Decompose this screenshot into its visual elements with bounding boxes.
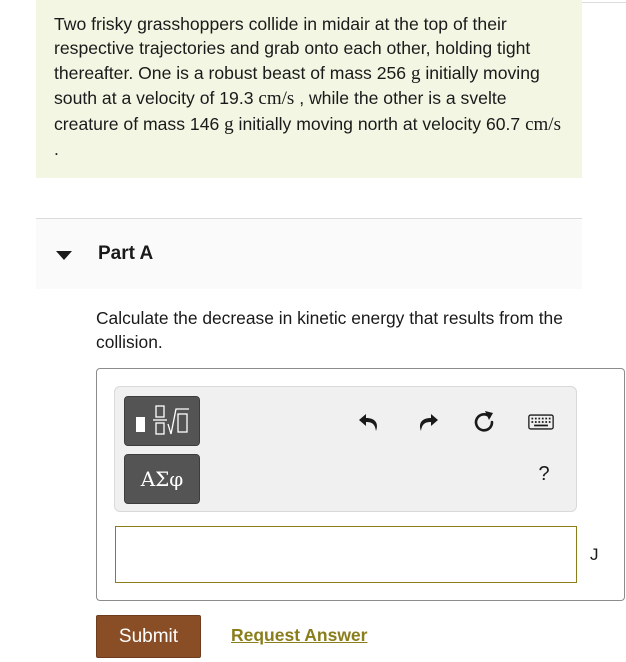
request-answer-link[interactable]: Request Answer	[231, 625, 368, 645]
problem-text: Two frisky grasshoppers collide in midair at the top of their respective trajectories and grab onto each other, holding tight thereafter. One is a robust beast of mass 256	[54, 14, 531, 83]
templates-icon	[133, 404, 191, 438]
problem-text: initially moving north at velocity 60.7	[233, 113, 526, 134]
templates-button[interactable]	[124, 396, 200, 446]
problem-text: .	[54, 139, 59, 160]
collapse-caret-icon[interactable]	[56, 251, 72, 260]
problem-text: initially moving south at a velocity of 19.3	[54, 62, 540, 109]
unit-grams: g	[224, 113, 234, 135]
help-button[interactable]: ?	[538, 463, 550, 485]
top-divider	[582, 2, 626, 3]
symbols-button[interactable]: ΑΣφ	[124, 454, 200, 504]
redo-icon[interactable]	[414, 409, 440, 435]
unit-grams: g	[410, 62, 421, 84]
problem-statement	[36, 0, 582, 178]
submit-button[interactable]: Submit	[96, 615, 201, 658]
keyboard-icon[interactable]	[528, 409, 554, 435]
problem-text: , while the other is a svelte creature of mass 146	[54, 88, 507, 134]
math-toolbar	[114, 386, 577, 512]
unit-cm-per-s: cm/s	[258, 88, 295, 110]
answer-unit: J	[590, 545, 599, 564]
answer-area	[96, 368, 625, 601]
answer-input[interactable]	[115, 526, 577, 583]
reset-icon[interactable]	[471, 409, 497, 435]
part-title: Part A	[98, 243, 154, 264]
unit-cm-per-s: cm/s	[525, 113, 561, 135]
part-a-header[interactable]	[36, 218, 582, 289]
undo-icon[interactable]	[357, 409, 383, 435]
question-text: Calculate the decrease in kinetic energy that results from the collision.	[96, 308, 563, 352]
